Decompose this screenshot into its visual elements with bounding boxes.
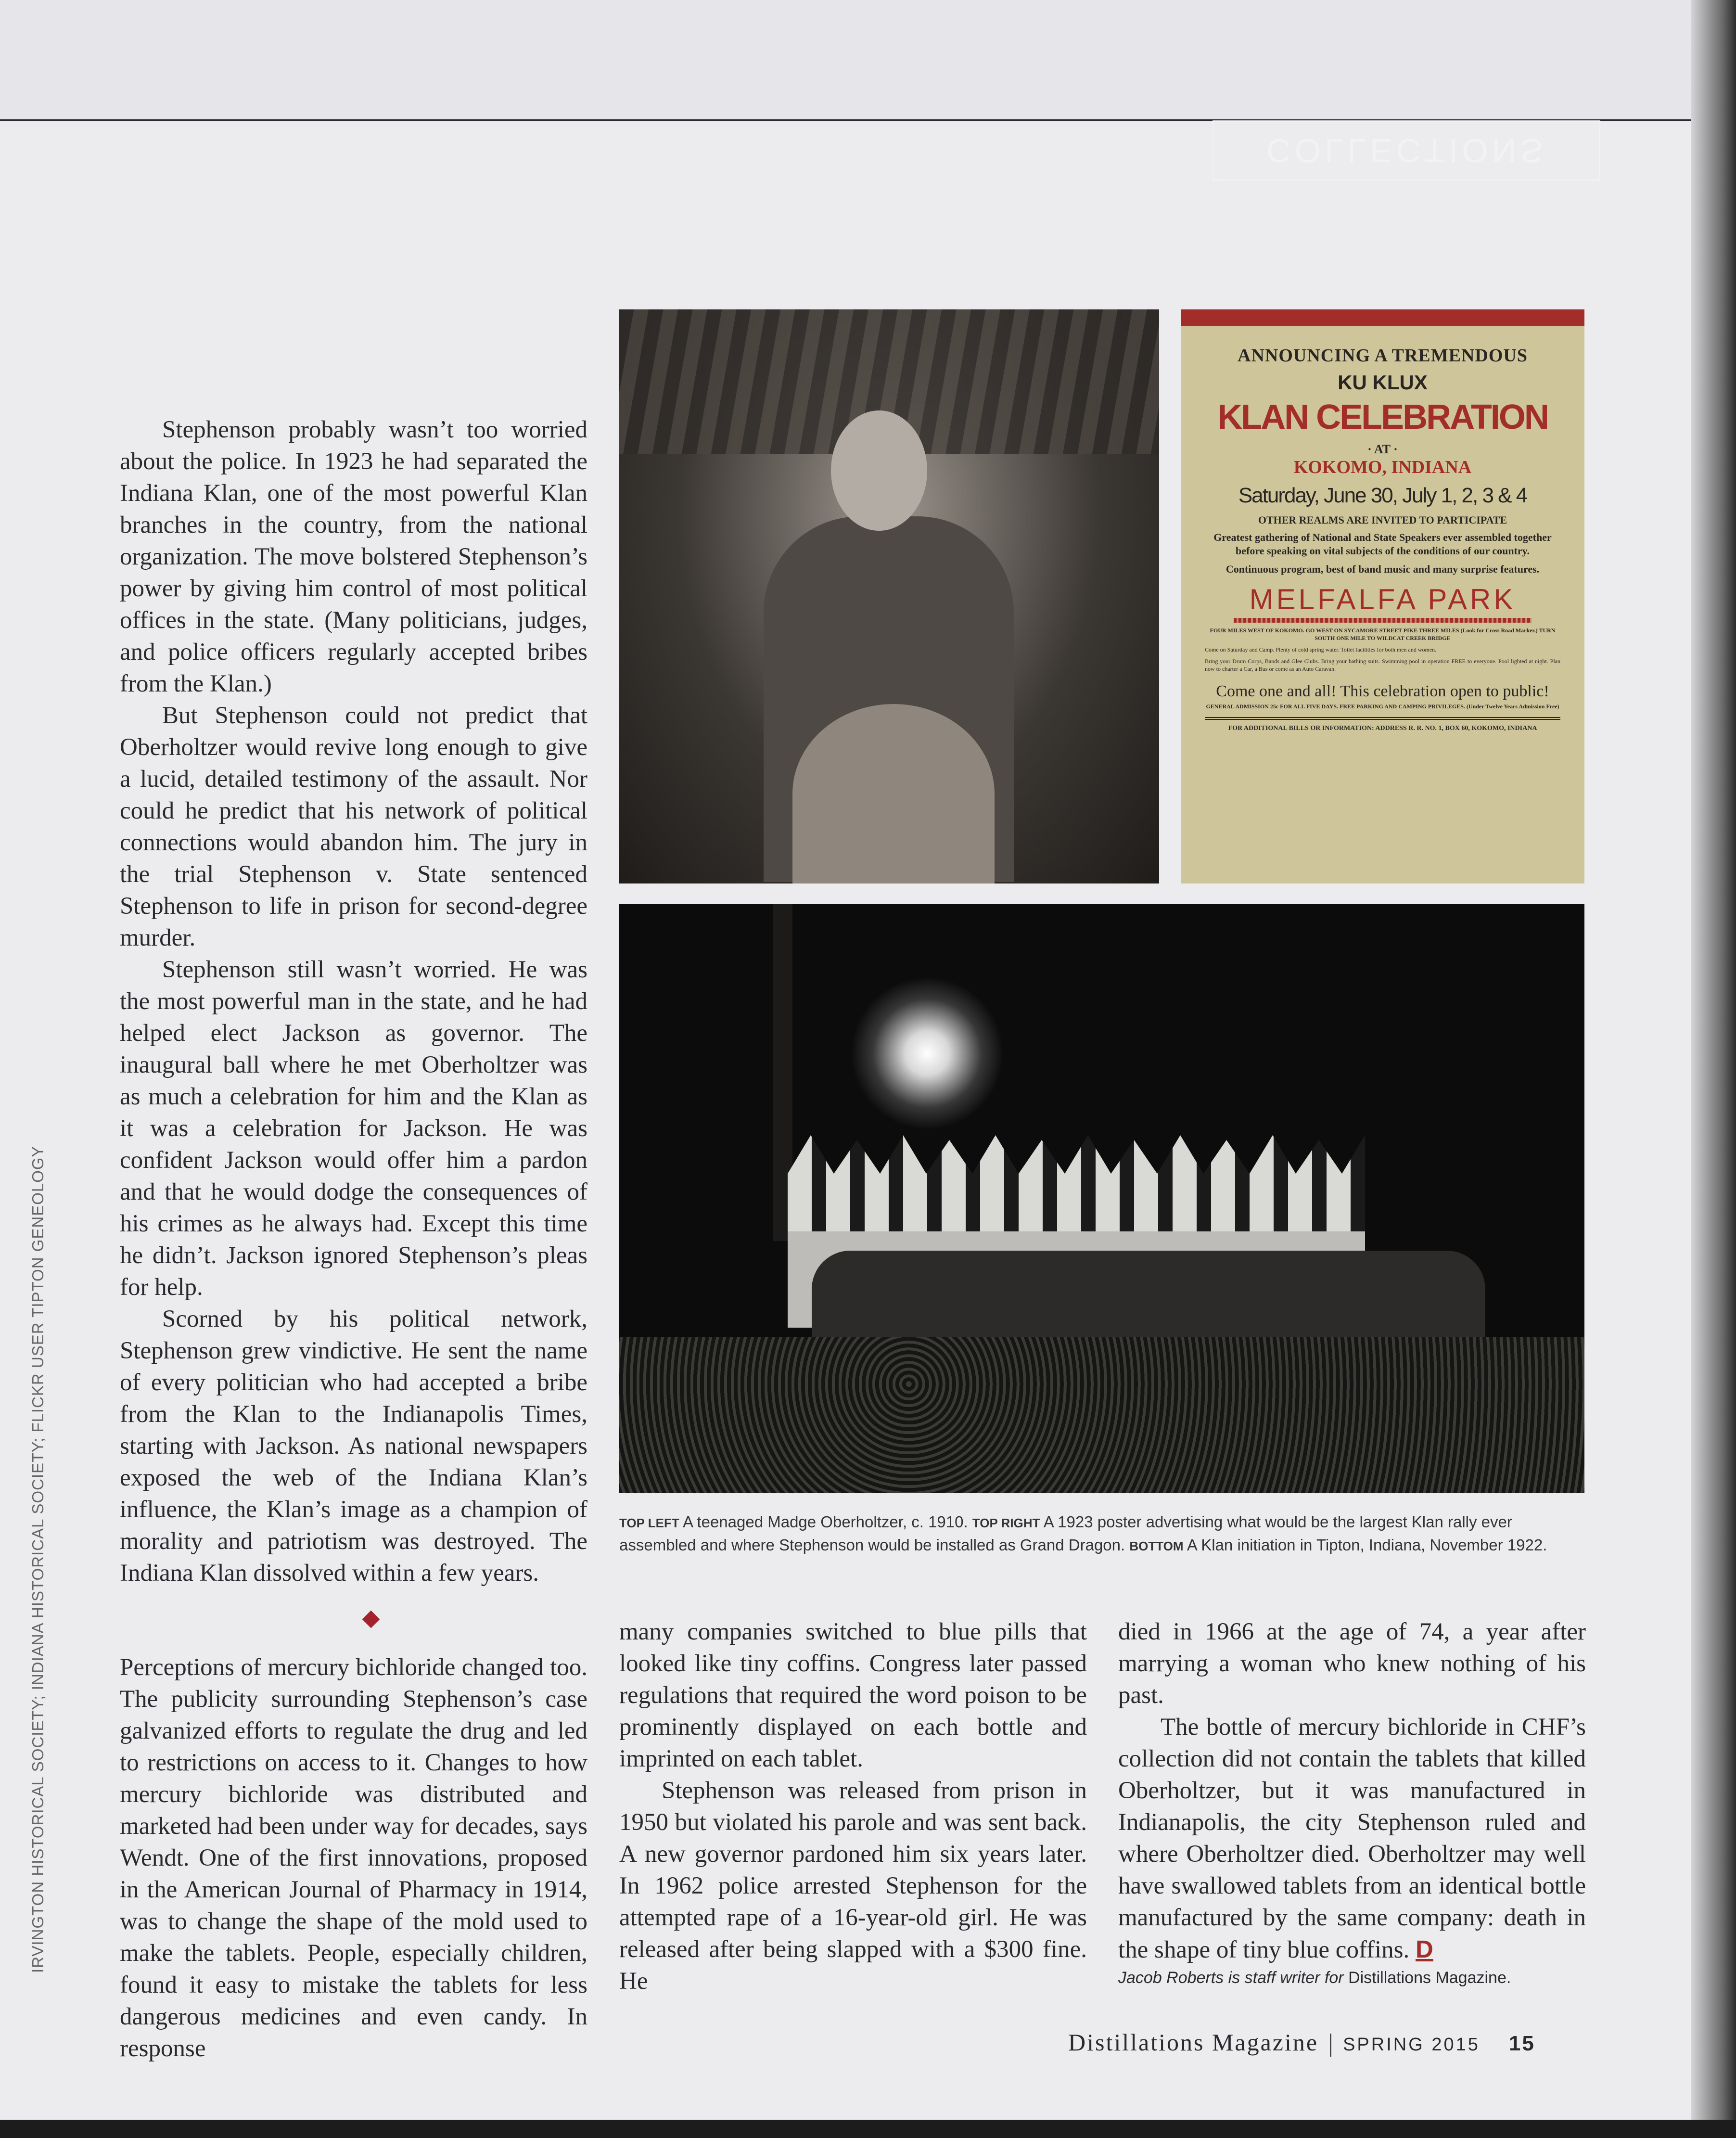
photo-madge-oberholtzer bbox=[619, 309, 1159, 883]
poster-line: ANNOUNCING A TREMENDOUS bbox=[1238, 346, 1528, 366]
klan-celebration-poster bbox=[1181, 309, 1584, 883]
caption-label: BOTTOM bbox=[1129, 1539, 1184, 1553]
paragraph: many companies switched to blue pills that looked like tiny coffins. Congress later passed regulations that required the word poison to be prominently displayed on each bottle and imprinted on each tablet. bbox=[619, 1618, 1087, 1772]
poster-line: · AT · bbox=[1367, 442, 1398, 456]
paragraph: Stephenson still wasn’t worried. He was the most powerful man in the state, and he had helped elect Jackson as governor. The inaugural ball where he met Oberholtzer was as much a celebration for him and the Klan as it was a celebration for Jackson. He was confident Jackson would offer him a pardon and that he would dodge the consequences of his crimes as he always had. Except this time he didn’t. Jackson ignored Stephenson’s pleas for help. bbox=[120, 956, 587, 1301]
paragraph: Stephenson was released from prison in 1950 but violated his parole and was sent back. A new governor pardoned him six years later. In 1962 police arrested Stephenson for the attempted rape of a 16-year-old girl. He was released after being slapped with a $300 fine. He bbox=[619, 1777, 1087, 1995]
poster-line: KOKOMO, INDIANA bbox=[1293, 457, 1472, 477]
poster-line: Come one and all! This celebration open to public! bbox=[1216, 682, 1549, 700]
paragraph: died in 1966 at the age of 74, a year after marrying a woman who knew nothing of his past. bbox=[1118, 1618, 1586, 1709]
poster-line: OTHER REALMS ARE INVITED TO PARTICIPATE bbox=[1258, 514, 1507, 526]
caption-text: A 1923 poster advertising what would be the largest Klan rally ever assembled and where Stephenson would be installed as Grand Dragon. bbox=[619, 1513, 1512, 1554]
paragraph: Stephenson probably wasn’t too worried about the police. In 1923 he had separated the Indiana Klan, one of the most powerful Klan branches in the country, from the national organization. The move bolstered Stephenson’s power by giving him control of most political offices in the state. (Many politicians, judges, and police officers regularly accepted bribes from the Klan.) bbox=[120, 416, 587, 697]
poster-line: Greatest gathering of National and State Speakers ever assembled together before speaking on vital subjects of the conditions of our country. bbox=[1213, 531, 1552, 557]
photo-klan-initiation bbox=[619, 904, 1584, 1493]
right-column bbox=[1118, 1616, 1586, 1990]
magazine-name: Distillations Magazine bbox=[1068, 2029, 1319, 2056]
paragraph bbox=[1118, 1711, 1586, 1966]
caption-text: A Klan initiation in Tipton, Indiana, November 1922. bbox=[1183, 1536, 1547, 1554]
poster-headline: KLAN CELEBRATION bbox=[1217, 398, 1548, 436]
scan-bottom-edge bbox=[0, 2120, 1736, 2138]
section-break bbox=[120, 1589, 587, 1652]
poster-line: Continuous program, best of band music and many surprise features. bbox=[1225, 563, 1540, 575]
poster-park: MELFALFA PARK bbox=[1249, 583, 1516, 615]
divider bbox=[1330, 2034, 1331, 2057]
poster-fine: GENERAL ADMISSION 25c FOR ALL FIVE DAYS. FREE PARKING AND CAMPING PRIVILEGES. (Under Twelve Years Admission Free) bbox=[1206, 703, 1559, 710]
section-ghost-title: COLLECTIONS bbox=[1213, 120, 1600, 181]
photo-caption bbox=[619, 1511, 1586, 1557]
poster-dates: Saturday, June 30, July 1, 2, 3 & 4 bbox=[1238, 484, 1527, 507]
top-band bbox=[0, 0, 1736, 121]
poster-fine: Come on Saturday and Camp. Plenty of cold spring water. Toilet facilities for both men and women. bbox=[1205, 646, 1437, 653]
byline-magazine: Distillations Magazine. bbox=[1348, 1969, 1511, 1987]
caption-label: TOP LEFT bbox=[619, 1516, 679, 1530]
photo-credit: IRVINGTON HISTORICAL SOCIETY; INDIANA HISTORICAL SOCIETY; FLICKR USER TIPTON GENEOLOGY bbox=[29, 1146, 47, 1973]
poster-fine: FOUR MILES WEST OF KOKOMO. GO WEST ON SYCAMORE STREET PIKE THREE MILES (Look for Cross Road Marker.) TURN SOUTH ONE MILE TO WILDCAT CREEK BRIDGE bbox=[1210, 627, 1556, 641]
paragraph-text: The bottle of mercury bichloride in CHF’s collection did not contain the tablets that killed Oberholtzer, but it was manufactured in Indianapolis, the city Stephenson ruled and where Oberholtzer died. Oberholtzer may well have swallowed tablets from an identical bottle manufactured by the same company: death in the shape of tiny blue coffins. bbox=[1118, 1714, 1586, 1963]
byline-text: Jacob Roberts is staff writer for bbox=[1118, 1969, 1344, 1987]
left-column bbox=[120, 414, 587, 2064]
section-break-diamond bbox=[362, 1611, 380, 1628]
caption-text: A teenaged Madge Oberholtzer, c. 1910. bbox=[679, 1513, 972, 1531]
issue-date: SPRING 2015 bbox=[1343, 2035, 1480, 2055]
middle-column bbox=[619, 1616, 1087, 1997]
end-mark: D bbox=[1416, 1935, 1433, 1963]
poster-fine: Bring your Drum Corps, Bands and Glee Clubs. Bring your bathing suits. Swimming pool in operation FREE to everyone. Pool lighted at night. Plan now to charter a Car, a Bus or come as an Auto Caravan. bbox=[1205, 658, 1560, 672]
paragraph: But Stephenson could not predict that Oberholtzer would revive long enough to give a lucid, detailed testimony of the assault. Nor could he predict that his network of political connections would abandon him. The jury in the trial Stephenson v. State sentenced Stephenson to life in prison for second-degree murder. bbox=[120, 702, 587, 951]
poster-line: KU KLUX bbox=[1338, 371, 1428, 394]
caption-label: TOP RIGHT bbox=[972, 1516, 1040, 1530]
page-edge-shadow bbox=[1691, 0, 1736, 2138]
author-byline bbox=[1118, 1966, 1586, 1990]
poster-footer: FOR ADDITIONAL BILLS OR INFORMATION: ADDRESS R. R. NO. 1, BOX 60, KOKOMO, INDIANA bbox=[1205, 717, 1560, 732]
paragraph: Perceptions of mercury bichloride changed too. The publicity surrounding Stephenson’s case galvanized efforts to regulate the drug and led to restrictions on access to it. Changes to how mercury bichloride was distributed and marketed had been under way for decades, says Wendt. One of the first innovations, proposed in the American Journal of Pharmacy in 1914, was to change the shape of the mold used to make the tablets. People, especially children, found it easy to mistake the tablets for less dangerous medicines and even candy. In response bbox=[120, 1654, 587, 2062]
paragraph: Scorned by his political network, Stephenson grew vindictive. He sent the name of every politician who had accepted a bribe from the Klan to the Indianapolis Times, starting with Jackson. As national newspapers exposed the web of the Indiana Klan’s influence, the Klan’s image as a champion of morality and patriotism was destroyed. The Indiana Klan dissolved within a few years. bbox=[120, 1306, 587, 1587]
page-number: 15 bbox=[1508, 2032, 1535, 2055]
page-footer bbox=[1068, 2028, 1535, 2057]
